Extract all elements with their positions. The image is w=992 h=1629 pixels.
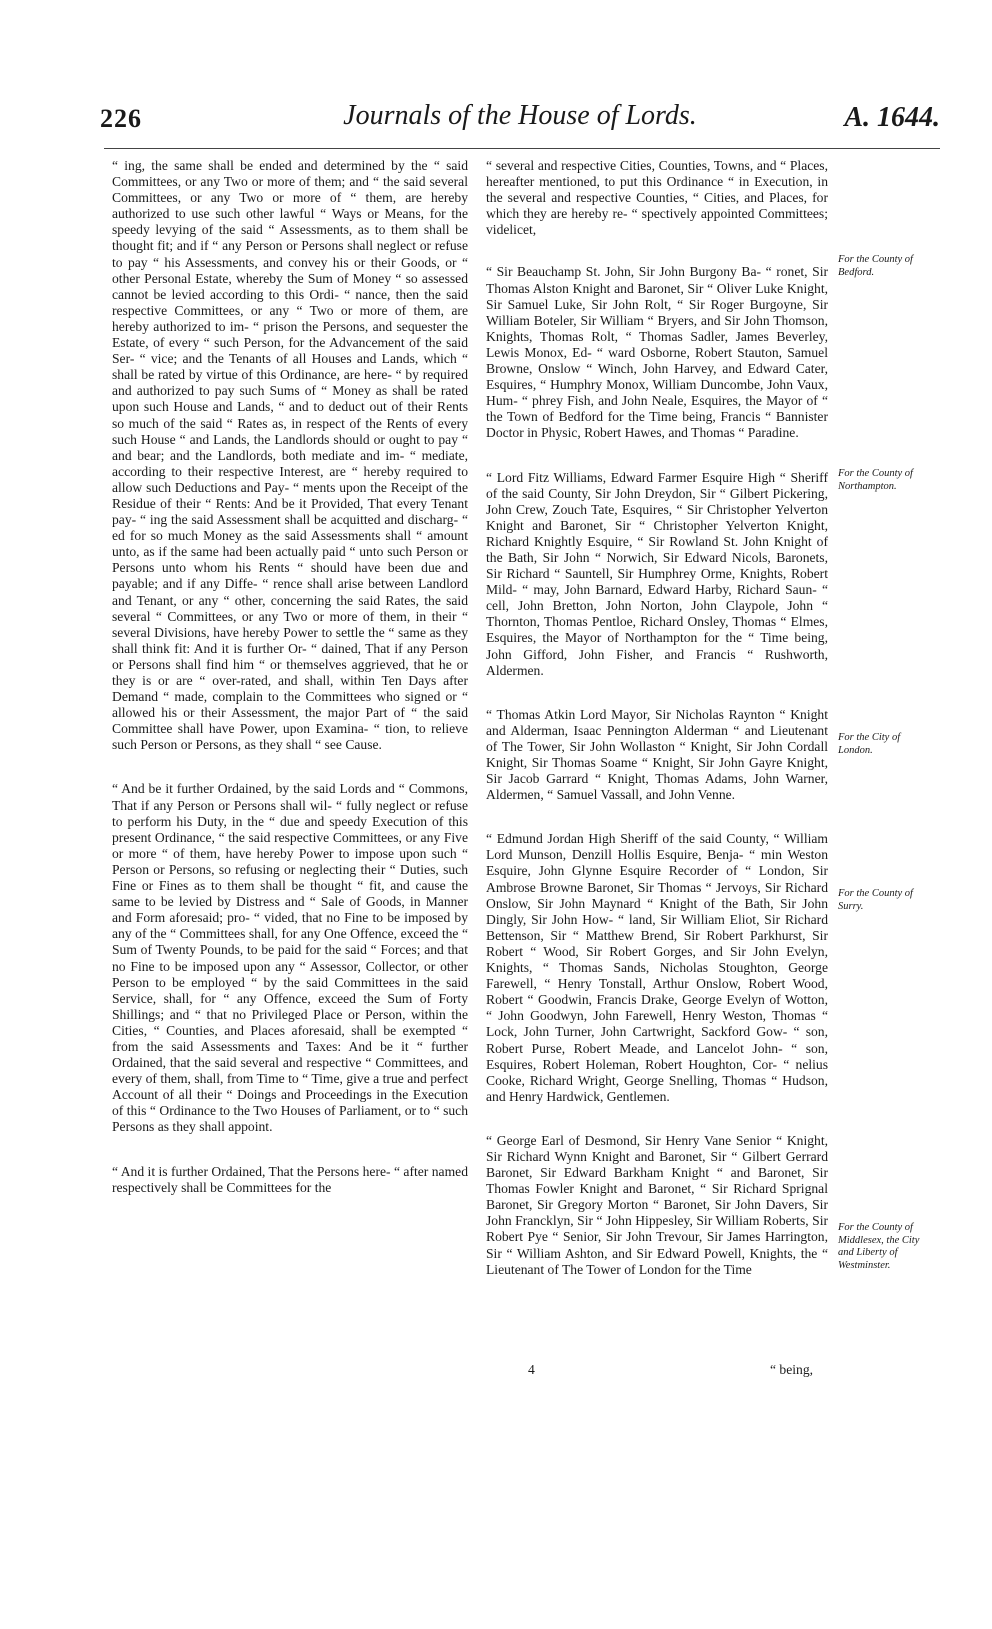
right-paragraph-surry: “ Edmund Jordan High Sheriff of the said County, “ William Lord Munson, Denzill Hollis Esquire, Benja- “ min Weston Esquire, John Glynne Esquire Recorder of “ London, Sir Ambrose Browne Baronet, Sir Thomas “ Jervoys, Sir Richard Onslow, Sir John Maynard “ Knight of the Bath, Sir John Dingly, Sir John How- “ land, Sir William Eliot, Sir Richard Bettenson, Sir “ Matthew Brend, Sir Robert Parkhurst, Sir Robert “ Wood, Sir Robert Gorges, and Sir John Evelyn, Knights, “ Thomas Sands, Nicholas Stoughton, George Farewell, “ Henry Tonstall, Arthur Onslow, Robert Wood, Robert “ Goodwin, Francis Drake, George Evelyn of Wotton, “ John Goodwyn, John Farewell, Henry Weston, Thomas “ Lock, John Turner, John Cartwright, Sackford Gow- “ son, Robert Purse, Robert Meade, and Lancelot John- “ son, Esquires, Robert Holeman, Robert Houghton, Cor- “ nelius Cooke, Richard Wright, George Snelling, Thomas “ Hudson, and Henry Hardwick, Gentlemen. xyxy=(486,831,828,1104)
right-paragraph-london: “ Thomas Atkin Lord Mayor, Sir Nicholas Raynton “ Knight and Alderman, Isaac Pennington Alderman “ and Lieutenant of The Tower, Sir John Wollaston “ Knight, Sir John Cordall Knight, Sir Thomas Soame “ Knight, Sir John Gayre Knight, Sir Jacob Garrard “ Knight, Thomas Adams, John Warner, Aldermen, “ Samuel Vassall, and John Venne. xyxy=(486,706,828,803)
running-title: Journals of the House of Lords. xyxy=(343,100,697,131)
left-paragraph-2: “ And be it further Ordained, by the said Lords and “ Commons, That if any Person or Persons shall wil- “ fully neglect or refuse to perform his Duty, in the “ due and speedy Execution of this present Ordinance, “ the said respective Committees, or any Five or more “ of them, have hereby Power to impose upon such “ Person or Persons, so refusing or neglecting their “ Duties, such Fine or Fines as to them shall be thought “ fit, and cause the same to be levied by Distress and “ Sale of Goods, in Manner and Form aforesaid; pro- “ vided, that no Fine to be imposed by any of the “ Committees shall, for any One Offence, exceed the “ Sum of Twenty Pounds, to be paid for the said “ Forces; and that no Fine to be imposed upon any “ Assessor, Collector, or other Person to be employed “ by the said Committees in the said Service, shall, for “ any Offence, exceed the Sum of Forty Shillings; and “ that no Privileged Place or Person, within the Cities, “ Counties, and Places aforesaid, shall be exempted “ from the said Assessments and Taxes: And be it “ further Ordained, that the said several and respective “ Committees, and every of them, shall, from Time to “ Time, give a true and perfect Account of all their “ Doings and Proceedings in the Execution of this “ Ordinance to the Two Houses of Parliament, or to “ such Persons as they shall appoint. xyxy=(112,781,468,1135)
right-paragraph-bedford: “ Sir Beauchamp St. John, Sir John Burgony Ba- “ ronet, Sir Thomas Alston Knight and Baronet, Sir “ Oliver Luke Knight, Sir Samuel Luke, Sir John Rolt, “ Sir Roger Burgoyne, Sir William Boteler, Sir William “ Bryers, and Sir John Thomson, Knights, Thomas Rolt, “ Thomas Sadler, James Beverley, Lewis Monox, Ed- “ ward Osborne, Robert Stauton, Samuel Browne, Onslow “ Winch, John Harvey, and Edward Cater, Esquires, “ Humphry Monox, William Duncombe, John Vaux, Hum- “ phrey Fish, and John Neale, Esquires, the Mayor of “ the Town of Bedford for the Time being, Francis “ Bannister Doctor in Physic, Robert Hawes, and Thomas “ Paradine. xyxy=(486,264,828,441)
right-paragraph-middlesex: “ George Earl of Desmond, Sir Henry Vane Senior “ Knight, Sir Richard Wynn Knight and Baronet, Sir “ Gilbert Gerrard Baronet, Sir Edward Barkham Knight “ and Baronet, Sir Thomas Fowler Knight and Baronet, “ Sir Richard Sprignal Baronet, Sir Gregory Morton “ Baronet, Sir John Davers, Sir John Francklyn, Sir “ John Hippesley, Sir William Roberts, Sir Robert Pye “ Senior, Sir John Trevour, Sir James Harrington, Sir “ William Ashton, and Sir Edward Powell, Knights, the “ Lieutenant of The Tower of London for the Time xyxy=(486,1132,828,1277)
page-header xyxy=(100,100,940,150)
header-rule xyxy=(104,148,940,149)
catchword: “ being, xyxy=(770,1362,814,1377)
margin-note-surry: For the County of Surry. xyxy=(838,888,913,912)
margin-note-northampton: For the County of Northampton. xyxy=(838,468,913,492)
page-number: 226 xyxy=(100,104,142,133)
page-year: A. 1644. xyxy=(844,102,940,133)
right-paragraph-1: “ several and respective Cities, Counties, Towns, and “ Places, hereafter mentioned, to put this Ordinance “ in Execution, in the several and respective Counties, “ Cities, and Places, for which they are hereby re- “ spectively appointed Committees; videlicet, xyxy=(486,158,828,238)
left-paragraph-3: “ And it is further Ordained, That the Persons here- “ after named respectively shall be Committees for the xyxy=(112,1163,468,1195)
margin-note-london: For the City of London. xyxy=(838,732,901,756)
right-column xyxy=(486,158,828,1306)
left-column xyxy=(112,158,468,1224)
margin-note-middlesex: For the County of Middlesex, the City and Liberty of Westminster. xyxy=(838,1222,920,1271)
right-paragraph-northampton: “ Lord Fitz Williams, Edward Farmer Esquire High “ Sheriff of the said County, Sir John Dreydon, Sir “ Gilbert Pickering, John Crew, Zouch Tate, Esquires, “ Sir Christopher Yelverton Knight and Baronet, Sir “ Christopher Yelverton Knight, Richard Knightly Esquire, “ Sir Rowland St. John Knight of the Bath, Sir John “ Norwich, Sir Edward Nicols, Baronets, Sir Richard “ Sauntell, Sir Humphrey Orme, Knights, Robert Mild- “ may, John Barnard, Edward Harby, Richard Saun- “ cell, John Bretton, John Norton, John Claypole, John “ Thornton, Thomas Pentloe, Richard Onsley, Thomas “ Elmes, Esquires, the Mayor of Northampton for the “ Time being, John Gifford, John Fisher, and Francis “ Rushworth, Aldermen. xyxy=(486,469,828,678)
signature-mark: 4 xyxy=(528,1362,535,1377)
left-paragraph-1: “ ing, the same shall be ended and determined by the “ said Committees, or any Two or more of them; and “ the said several Committees, or any Two or more of “ them, are hereby authorized to use such other lawful “ Ways or Means, for the speedy levying of the said “ Assessments, as to them shall be thought fit; and if “ any Person or Persons shall neglect or refuse to pay “ his Assessments, and convey his or their Goods, or “ other Personal Estate, whereby the Sum of Money “ so assessed cannot be levied according to this Ordi- “ nance, then the said respective Committees, or any “ Two or more of them, are hereby authorized to im- “ prison the Persons, and sequester the Estate, of every “ such Person, for the Advancement of the said Ser- “ vice; and the Tenants of all Houses and Lands, which “ shall be rated by virtue of this Ordinance, are here- “ by required and authorized to pay such Sums of “ Money as shall be rated upon such House and Lands, “ and to deduct out of their Rents so much of the said “ Rates as, in respect of the Rents of every such House “ and Lands, the Landlords should or ought to pay “ and bear; and the Landlords, both mediate and im- “ mediate, according to their respective Interest, are “ hereby required to allow such Deductions and Pay- “ ments upon the Receipt of the Residue of their “ Rents: And be it Provided, That every Tenant pay- “ ing the said Assessment shall be acquitted and discharg- “ ed for so much Money as the said Assessments shall “ amount unto, as if the same had been actually paid “ unto such Person or Persons unto whom his Rents “ should have been due and payable; and if any Diffe- “ rence shall arise between Landlord and Tenant, or any “ other, concerning the said Rates, the said several “ Committees, or any Two or more of them, in their “ several Divisions, have hereby Power to settle the “ same as they shall think fit: And it is further Or- “ dained, That if any Person or Persons shall find him “ or themselves aggrieved, that he or they is or are “ over-rated, and shall, within Ten Days after Demand “ made, complain to the Committees who signed or “ allowed his or their Assessment, the major Part of “ the said Committee shall have Power, upon Examina- “ tion, to relieve such Person or Persons, as they shall “ see Cause. xyxy=(112,158,468,753)
margin-note-bedford: For the County of Bedford. xyxy=(838,254,913,278)
